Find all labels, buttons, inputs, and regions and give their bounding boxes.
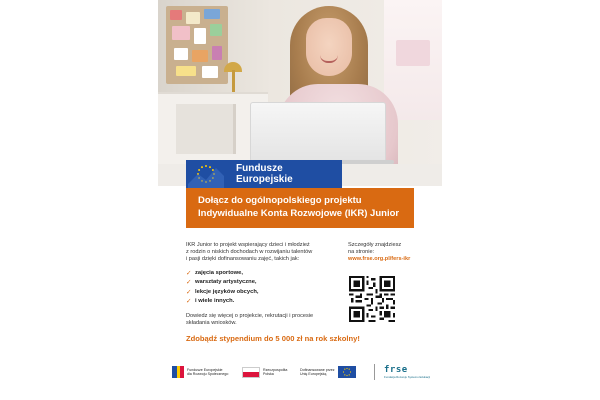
- activity-list: [186, 269, 326, 307]
- poster: [158, 0, 442, 400]
- photo-laptop: [250, 102, 386, 162]
- intro-line-3: i pasji dzięki dofinansowaniu zajęć, takich jak:: [186, 256, 300, 263]
- eu-flag-icon: [186, 160, 226, 188]
- list-item: ✓ zajęcia sportowe,: [186, 269, 244, 277]
- headline-box: [186, 188, 414, 228]
- pl-logo: Rzeczpospolita Polska: [242, 362, 287, 382]
- eu-logo: Dofinansowane przez Unię Europejską: [300, 362, 356, 382]
- check-icon: ✓: [186, 298, 192, 306]
- list-item: ✓ i wiele innych.: [186, 298, 235, 306]
- headline-line-2: Indywidualne Konta Rozwojowe (IKR) Junior: [198, 208, 400, 219]
- photo-pinboard: [166, 6, 228, 84]
- details-line-2: na stronie:: [348, 249, 375, 256]
- fundusze-label: Fundusze Europejskie: [236, 163, 293, 185]
- fe-logo-icon: [172, 366, 184, 378]
- more-info-text: Dowiedz się więcej o projekcie, rekrutacji i procesie składania wniosków.: [186, 312, 314, 327]
- intro-line-2: z rodzin o niskich dochodach w rozwijaniu talentów: [186, 249, 313, 256]
- eu-flag-small-icon: [338, 366, 356, 378]
- details-line-1: Szczegóły znajdziesz: [348, 242, 402, 248]
- footer-divider: [374, 364, 375, 380]
- photo-girl-face: [306, 18, 352, 76]
- check-icon: ✓: [186, 269, 192, 277]
- headline-line-1: Dołącz do ogólnopolskiego projektu: [198, 195, 362, 206]
- hero-photo: [158, 0, 442, 186]
- scholarship-callout: Zdobądź stypendium do 5 000 zł na rok szkolny!: [186, 334, 360, 343]
- check-icon: ✓: [186, 279, 192, 287]
- fe-logo: Fundusze Europejskie dla Rozwoju Społecznego: [172, 362, 228, 382]
- footer-logos: [172, 362, 432, 382]
- list-item: ✓ warsztaty artystyczne,: [186, 279, 257, 287]
- frse-logo: frse Fundacja Rozwoju Systemu Edukacji: [384, 365, 431, 379]
- qr-code-icon[interactable]: [349, 276, 395, 322]
- pl-flag-icon: [242, 367, 260, 378]
- website-link[interactable]: www.frse.org.pl/fers-ikr: [348, 256, 411, 263]
- fundusze-banner: [226, 160, 342, 188]
- intro-line-1: IKR Junior to projekt wspierający dzieci i młodzież: [186, 242, 310, 248]
- list-item: ✓ lekcje języków obcych,: [186, 288, 259, 296]
- intro-column: [186, 242, 326, 327]
- details-column: [348, 242, 428, 264]
- check-icon: ✓: [186, 288, 192, 296]
